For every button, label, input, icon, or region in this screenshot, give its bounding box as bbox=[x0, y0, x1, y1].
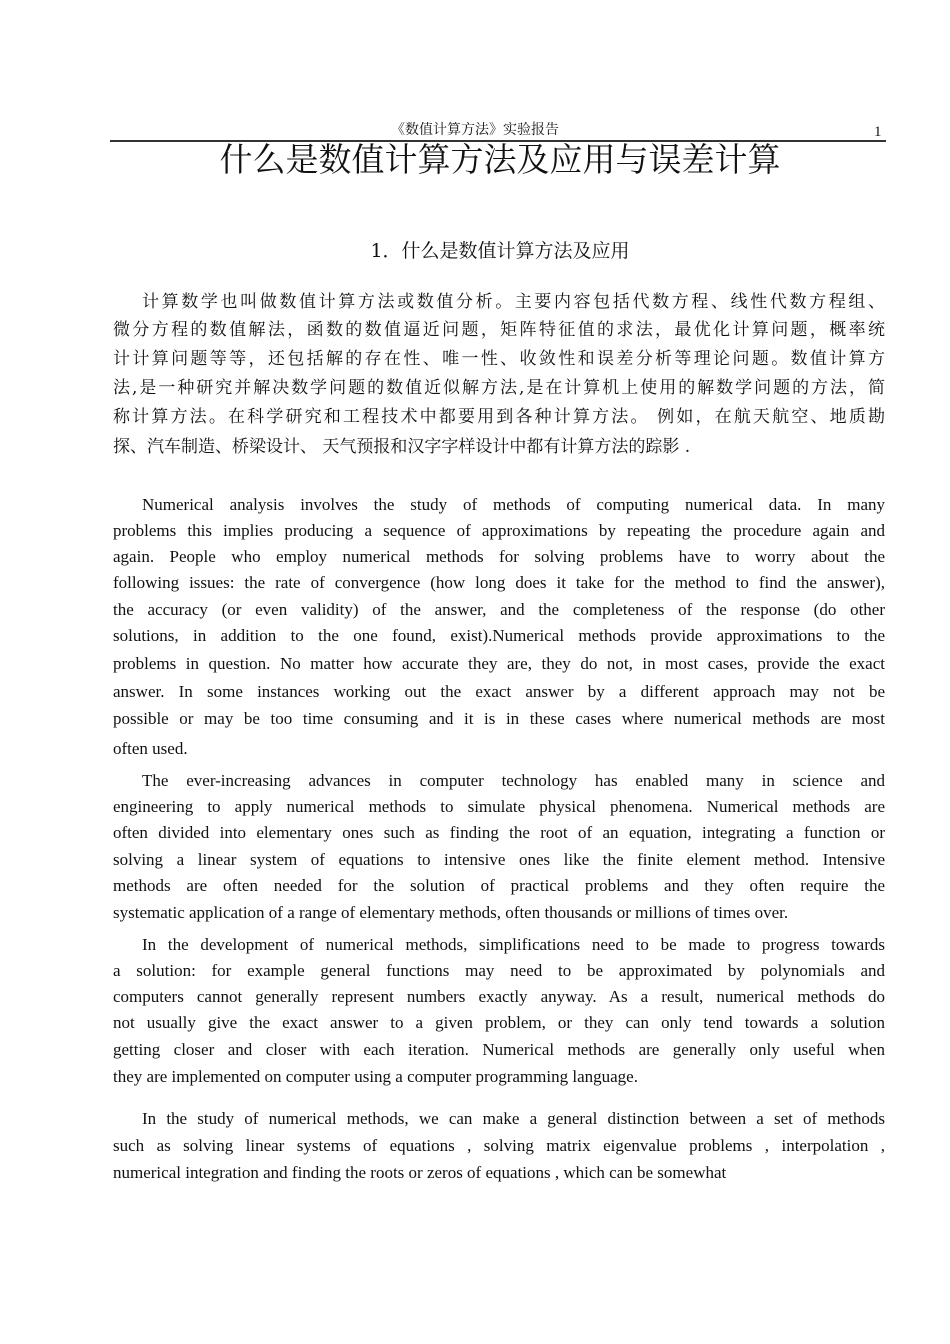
paragraph-line: systematic application of a range of elementary methods, often thousands or millions of times over. bbox=[113, 903, 789, 922]
paragraph-line: a solution: for example general functions may need to be approximated by polynomials and bbox=[113, 961, 885, 980]
paragraph-line: they are implemented on computer using a computer programming language. bbox=[113, 1067, 638, 1086]
document-title: 什么是数值计算方法及应用与误差计算 bbox=[219, 140, 781, 179]
paragraph-line: In the study of numerical methods, we can make a general distinction between a set of methods bbox=[142, 1109, 885, 1128]
running-header: 《数值计算方法》实验报告 bbox=[391, 122, 559, 138]
paragraph-line: 微分方程的数值解法，函数的数值逼近问题，矩阵特征值的求法，最优化计算问题，概率统 bbox=[113, 320, 885, 340]
paragraph-line: again. People who employ numerical methods for solving problems have to worry about the bbox=[113, 547, 885, 566]
paragraph-line: such as solving linear systems of equations , solving matrix eigenvalue problems , interpolation , bbox=[113, 1136, 885, 1155]
paragraph-line: answer. In some instances working out the exact answer by a different approach may not be bbox=[113, 682, 885, 701]
paragraph-line: In the development of numerical methods, simplifications need to be made to progress towards bbox=[142, 935, 885, 954]
paragraph-line: possible or may be too time consuming and it is in these cases where numerical methods are most bbox=[113, 709, 885, 728]
section-heading: 1．什么是数值计算方法及应用 bbox=[370, 240, 630, 262]
paragraph-line: computers cannot generally represent numbers exactly anyway. As a result, numerical methods do bbox=[113, 987, 885, 1006]
paragraph-line: solving a linear system of equations to intensive ones like the finite element method. Intensive bbox=[113, 850, 885, 869]
paragraph-line: 称计算方法。在科学研究和工程技术中都要用到各种计算方法。 例如，在航天航空、地质勘 bbox=[113, 407, 885, 427]
paragraph-line: solutions, in addition to the one found, exist).Numerical methods provide approximations to the bbox=[113, 626, 885, 645]
paragraph-line: 探、汽车制造、桥梁设计、 天气预报和汉字字样设计中都有计算方法的踪影 . bbox=[113, 437, 691, 457]
paragraph-line: 法,是一种研究并解决数学问题的数值近似解方法,是在计算机上使用的解数学问题的方法，简 bbox=[113, 378, 885, 398]
paragraph-line: numerical integration and finding the roots or zeros of equations , which can be somewhat bbox=[113, 1163, 727, 1182]
paragraph-line: Numerical analysis involves the study of methods of computing numerical data. In many bbox=[142, 495, 885, 514]
page-number: 1 bbox=[874, 124, 882, 140]
paragraph-line: 计计算问题等等，还包括解的存在性、唯一性、收敛性和误差分析等理论问题。数值计算方 bbox=[113, 349, 885, 369]
paragraph-line: following issues: the rate of convergence (how long does it take for the method to find the answer), bbox=[113, 573, 885, 592]
paragraph-line: problems this implies producing a sequence of approximations by repeating the procedure again and bbox=[113, 521, 885, 540]
paragraph-line: 计算数学也叫做数值计算方法或数值分析。主要内容包括代数方程、线性代数方程组、 bbox=[142, 292, 885, 312]
paragraph-line: the accuracy (or even validity) of the answer, and the completeness of the response (do other bbox=[113, 600, 885, 619]
paragraph-line: engineering to apply numerical methods to simulate physical phenomena. Numerical methods are bbox=[113, 797, 885, 816]
paragraph-line: often used. bbox=[113, 739, 188, 758]
paragraph-line: not usually give the exact answer to a given problem, or they can only tend towards a solution bbox=[113, 1013, 885, 1032]
paragraph-line: methods are often needed for the solution of practical problems and they often require the bbox=[113, 876, 885, 895]
paragraph-line: getting closer and closer with each iteration. Numerical methods are generally only useful when bbox=[113, 1040, 885, 1059]
paragraph-line: often divided into elementary ones such as finding the root of an equation, integrating a function or bbox=[113, 823, 885, 842]
paragraph-line: The ever-increasing advances in computer technology has enabled many in science and bbox=[142, 771, 885, 790]
paragraph-line: problems in question. No matter how accurate they are, they do not, in most cases, provide the exact bbox=[113, 654, 885, 673]
